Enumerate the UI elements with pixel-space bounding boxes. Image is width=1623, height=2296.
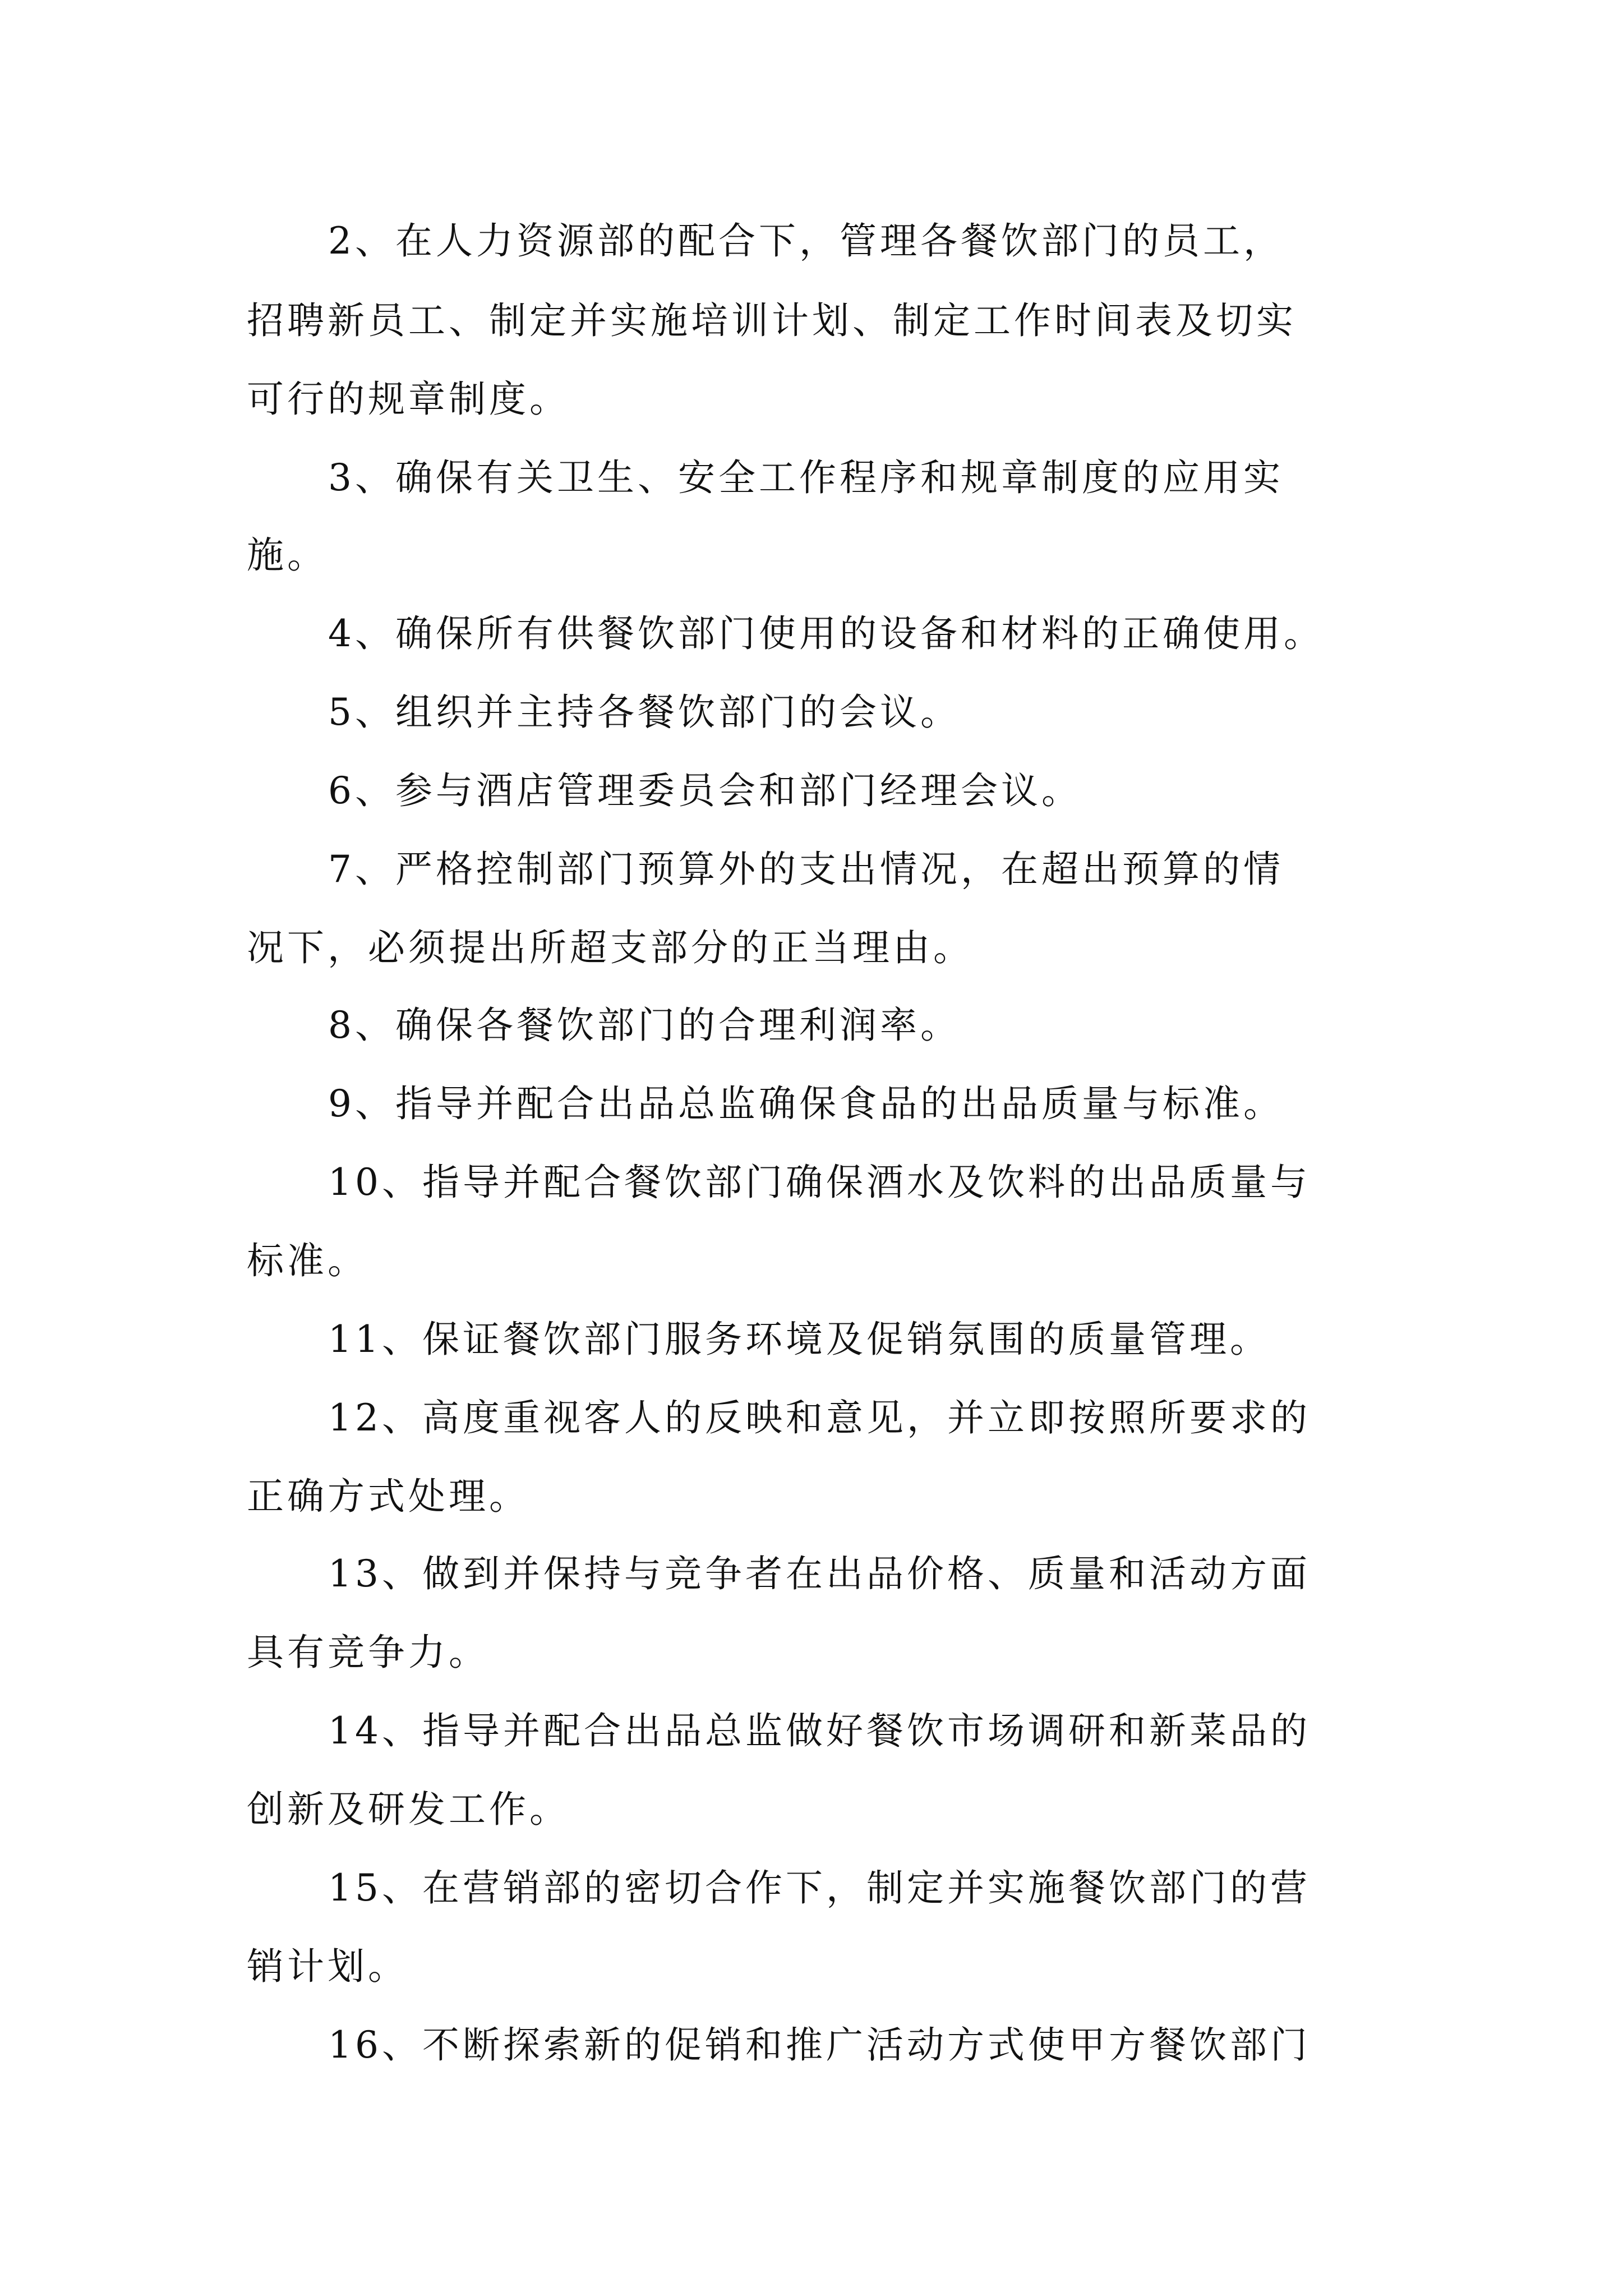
paragraph-15-line-1: 15、在营销部的密切合作下，制定并实施餐饮部门的营 bbox=[328, 1866, 1311, 1910]
paragraph-10-line-1: 10、指导并配合餐饮部门确保酒水及饮料的出品质量与 bbox=[328, 1161, 1311, 1204]
paragraph-8: 8、确保各餐饮部门的合理利润率。 bbox=[328, 1004, 961, 1047]
paragraph-9: 9、指导并配合出品总监确保食品的出品质量与标准。 bbox=[328, 1082, 1284, 1125]
paragraph-12-line-2: 正确方式处理。 bbox=[247, 1475, 529, 1518]
paragraph-6: 6、参与酒店管理委员会和部门经理会议。 bbox=[328, 769, 1082, 812]
paragraph-10-line-2: 标准。 bbox=[247, 1239, 368, 1282]
paragraph-2-line-3: 可行的规章制度。 bbox=[247, 378, 570, 421]
paragraph-13-line-1: 13、做到并保持与竞争者在出品价格、质量和活动方面 bbox=[328, 1552, 1311, 1595]
paragraph-14-line-2: 创新及研发工作。 bbox=[247, 1788, 570, 1831]
paragraph-3-line-1: 3、确保有关卫生、安全工作程序和规章制度的应用实 bbox=[328, 456, 1284, 499]
paragraph-11: 11、保证餐饮部门服务环境及促销氛围的质量管理。 bbox=[328, 1318, 1270, 1361]
paragraph-2-line-2: 招聘新员工、制定并实施培训计划、制定工作时间表及切实 bbox=[247, 299, 1297, 342]
paragraph-13-line-2: 具有竞争力。 bbox=[247, 1631, 489, 1674]
paragraph-16-line-1: 16、不断探索新的促销和推广活动方式使甲方餐饮部门 bbox=[328, 2023, 1311, 2067]
paragraph-15-line-2: 销计划。 bbox=[247, 1945, 408, 1988]
paragraph-4: 4、确保所有供餐饮部门使用的设备和材料的正确使用。 bbox=[328, 612, 1324, 655]
paragraph-14-line-1: 14、指导并配合出品总监做好餐饮市场调研和新菜品的 bbox=[328, 1709, 1311, 1752]
paragraph-12-line-1: 12、高度重视客人的反映和意见，并立即按照所要求的 bbox=[328, 1396, 1311, 1439]
paragraph-7-line-1: 7、严格控制部门预算外的支出情况，在超出预算的情 bbox=[328, 848, 1284, 891]
paragraph-7-line-2: 况下，必须提出所超支部分的正当理由。 bbox=[247, 926, 974, 969]
paragraph-2-line-1: 2、在人力资源部的配合下，管理各餐饮部门的员工， bbox=[328, 219, 1284, 263]
paragraph-3-line-2: 施。 bbox=[247, 533, 328, 577]
paragraph-5: 5、组织并主持各餐饮部门的会议。 bbox=[328, 691, 961, 734]
